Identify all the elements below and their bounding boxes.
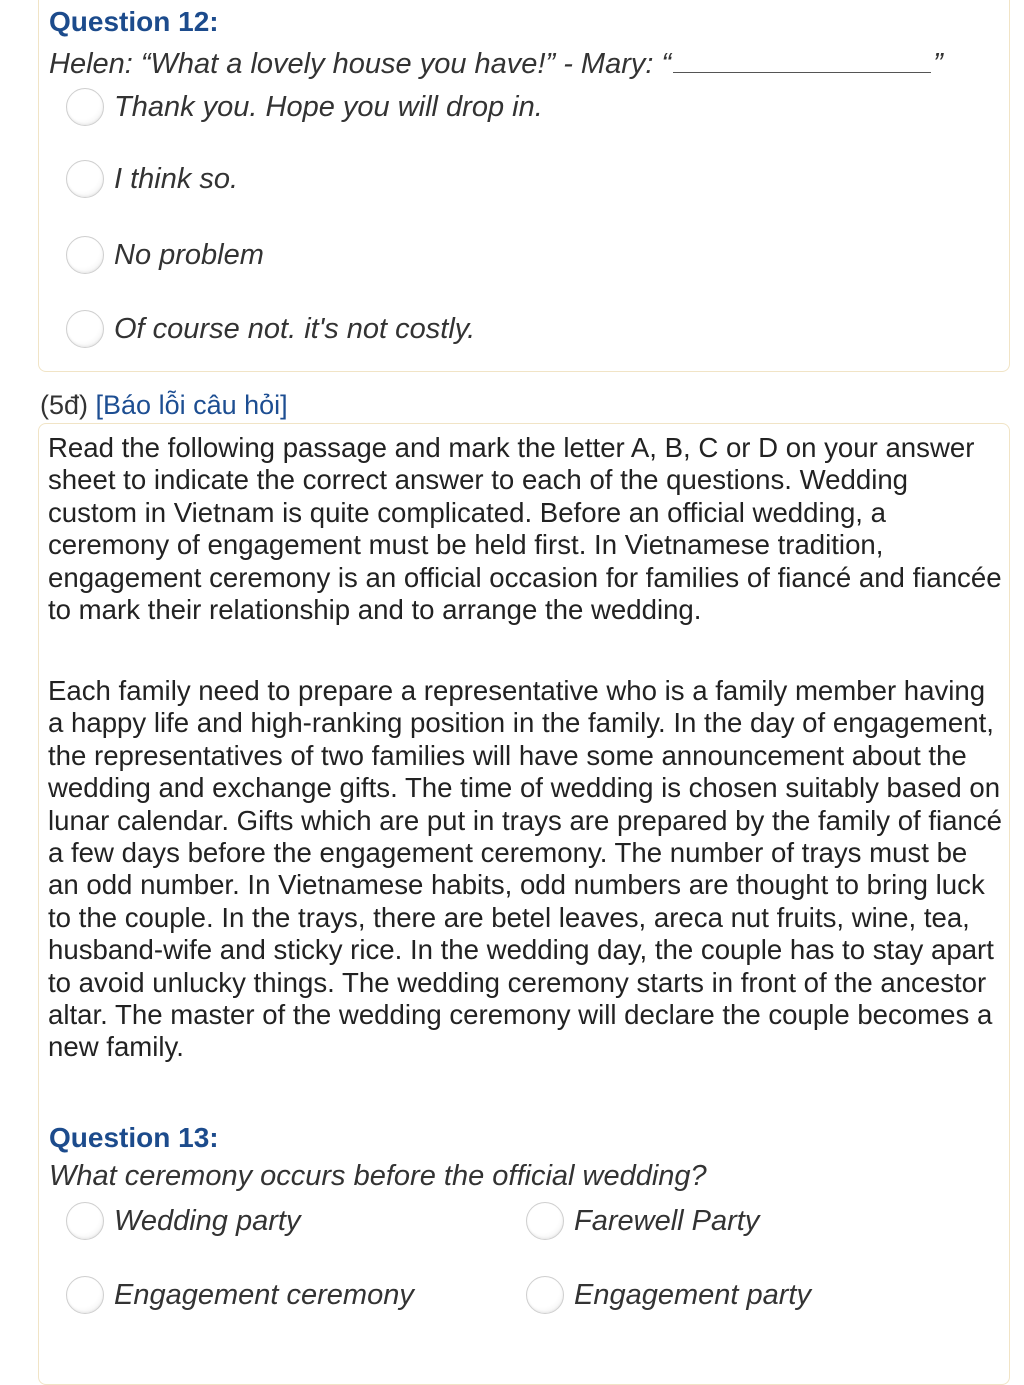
q12-option-c[interactable]: [66, 236, 264, 274]
q13-option-a[interactable]: [66, 1202, 300, 1240]
q13-option-b-label: Farewell Party: [574, 1204, 760, 1237]
question-12-title: Question 12:: [49, 6, 219, 37]
q13-option-b[interactable]: [526, 1202, 759, 1240]
report-question-link[interactable]: [Báo lỗi câu hỏi]: [95, 390, 288, 420]
radio-button-icon[interactable]: [66, 1202, 104, 1240]
radio-button-icon[interactable]: [66, 236, 104, 274]
q12-option-b[interactable]: [66, 160, 238, 198]
question-meta: [40, 390, 288, 421]
q12-option-a[interactable]: [66, 88, 543, 126]
question-12-prompt: [49, 48, 943, 81]
q13-option-d[interactable]: [526, 1276, 811, 1314]
radio-button-icon[interactable]: [66, 1276, 104, 1314]
radio-button-icon[interactable]: [526, 1202, 564, 1240]
radio-button-icon[interactable]: [66, 310, 104, 348]
q13-option-d-label: Engagement party: [574, 1278, 811, 1311]
q13-option-c-label: Engagement ceremony: [114, 1278, 414, 1311]
q12-option-b-label: I think so.: [114, 162, 239, 195]
q12-option-a-label: Thank you. Hope you will drop in.: [114, 90, 543, 123]
question-12-prompt-text: Helen: “What a lovely house you have!” - Mary: “: [49, 48, 672, 80]
radio-button-icon[interactable]: [526, 1276, 564, 1314]
passage-paragraph-1: Read the following passage and mark the letter A, B, C or D on your answer sheet to indicate the correct answer to each of the questions. Wedding custom in Vietnam is quite complicated. Before an official wedding, a ceremony of engagement must be held first. In Vietnamese tradition, engagement ceremony is an official occasion for families of fiancé and fiancée to mark their relationship and to arrange the wedding.: [48, 432, 1002, 626]
question-13-prompt: What ceremony occurs before the official wedding?: [49, 1160, 707, 1192]
q13-option-a-label: Wedding party: [114, 1204, 301, 1237]
q12-option-c-label: No problem: [114, 238, 264, 271]
answer-blank: [673, 50, 931, 73]
q12-option-d-label: Of course not. it's not costly.: [114, 312, 476, 345]
points-label: (5đ): [40, 390, 89, 420]
q13-option-c[interactable]: [66, 1276, 414, 1314]
q12-option-d[interactable]: [66, 310, 475, 348]
radio-button-icon[interactable]: [66, 88, 104, 126]
radio-button-icon[interactable]: [66, 160, 104, 198]
passage-paragraph-2: Each family need to prepare a representative who is a family member having a happy life and high-ranking position in the family. In the day of engagement, the representatives of two families will have some announcement about the wedding and exchange gifts. The time of wedding is chosen suitably based on lunar calendar. Gifts which are put in trays are prepared by the family of fiancé a few days before the engagement ceremony. The number of trays must be an odd number. In Vietnamese habits, odd numbers are thought to bring luck to the couple. In the trays, there are betel leaves, areca nut fruits, wine, tea, husband-wife and sticky rice. In the wedding day, the couple has to stay apart to avoid unlucky things. The wedding ceremony starts in front of the ancestor altar. The master of the wedding ceremony will declare the couple becomes a new family.: [48, 675, 1003, 1063]
question-13-title: Question 13:: [49, 1122, 219, 1153]
question-12-prompt-close: ”: [933, 48, 943, 80]
